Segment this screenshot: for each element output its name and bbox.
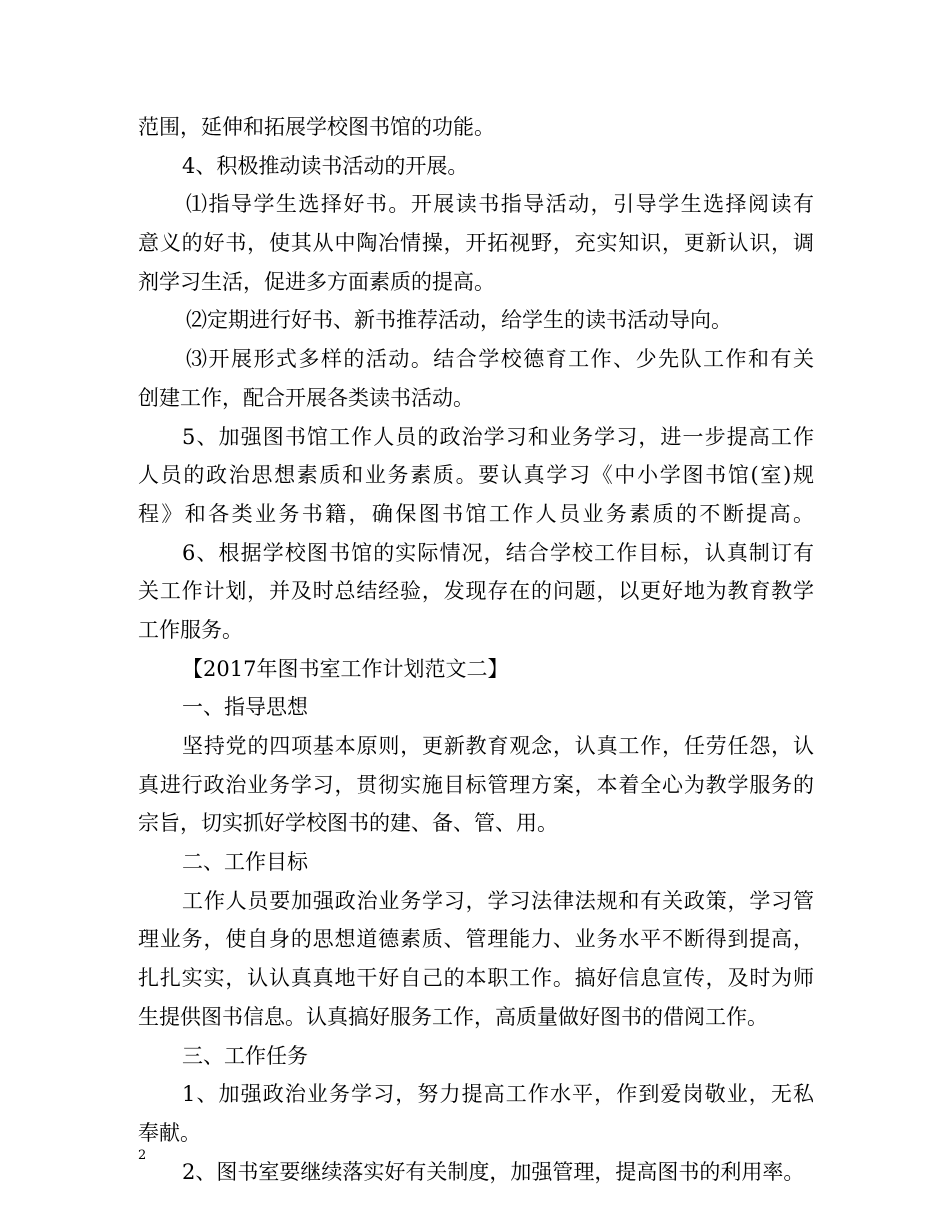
text-line: 1、加强政治业务学习，努力提高工作水平，作到爱岗敬业，无私 (182, 1082, 814, 1107)
text-line: 工作人员要加强政治业务学习，学习法律法规和有关政策，学习管 (182, 888, 814, 913)
text-line: 人员的政治思想素质和业务素质。要认真学习《中小学图书馆(室)规 (138, 463, 814, 488)
text-line: 范围，延伸和拓展学校图书馆的功能。 (138, 115, 495, 139)
section-heading: 三、工作任务 (182, 1043, 308, 1068)
section-heading: 【2017年图书室工作计划范文二】 (182, 656, 509, 681)
text-line: 剂学习生活，促进多方面素质的提高。 (138, 269, 495, 294)
text-line: 关工作计划，并及时总结经验，发现存在的问题，以更好地为教育教学 (138, 579, 814, 604)
text-line: 创建工作，配合开展各类读书活动。 (138, 385, 474, 410)
text-line: 工作服务。 (138, 617, 243, 642)
text-line: 真进行政治业务学习，贯彻实施目标管理方案，本着全心为教学服务的 (138, 772, 814, 797)
text-line: 扎扎实实，认认真真地干好自己的本职工作。搞好信息宣传，及时为师 (138, 966, 814, 991)
text-line: ⑵定期进行好书、新书推荐活动，给学生的读书活动导向。 (186, 308, 732, 333)
section-heading: 一、指导思想 (182, 695, 308, 720)
text-line: 4、积极推动读书活动的开展。 (182, 153, 469, 178)
page-number: 2 (138, 1148, 147, 1163)
text-line: 宗旨，切实抓好学校图书的建、备、管、用。 (138, 811, 558, 836)
text-line: 程》和各类业务书籍，确保图书馆工作人员业务素质的不断提高。 (138, 501, 814, 526)
text-line: ⑴指导学生选择好书。开展读书指导活动，引导学生选择阅读有 (186, 192, 814, 217)
text-line: 2、图书室要继续落实好有关制度，加强管理，提高图书的利用率。 (182, 1159, 805, 1184)
text-line: 生提供图书信息。认真搞好服务工作，高质量做好图书的借阅工作。 (138, 1004, 768, 1029)
text-line: 5、加强图书馆工作人员的政治学习和业务学习，进一步提高工作 (182, 424, 814, 449)
text-line: 奉献。 (138, 1120, 201, 1145)
text-line: ⑶开展形式多样的活动。结合学校德育工作、少先队工作和有关 (186, 347, 814, 372)
text-line: 坚持党的四项基本原则，更新教育观念，认真工作，任劳任怨，认 (182, 734, 814, 758)
text-line: 理业务，使自身的思想道德素质、管理能力、业务水平不断得到提高， (138, 927, 814, 952)
text-line: 意义的好书，使其从中陶冶情操，开拓视野，充实知识，更新认识，调 (138, 231, 814, 256)
text-line: 6、根据学校图书馆的实际情况，结合学校工作目标，认真制订有 (182, 540, 814, 565)
section-heading: 二、工作目标 (182, 850, 308, 875)
document-page (138, 108, 814, 1191)
